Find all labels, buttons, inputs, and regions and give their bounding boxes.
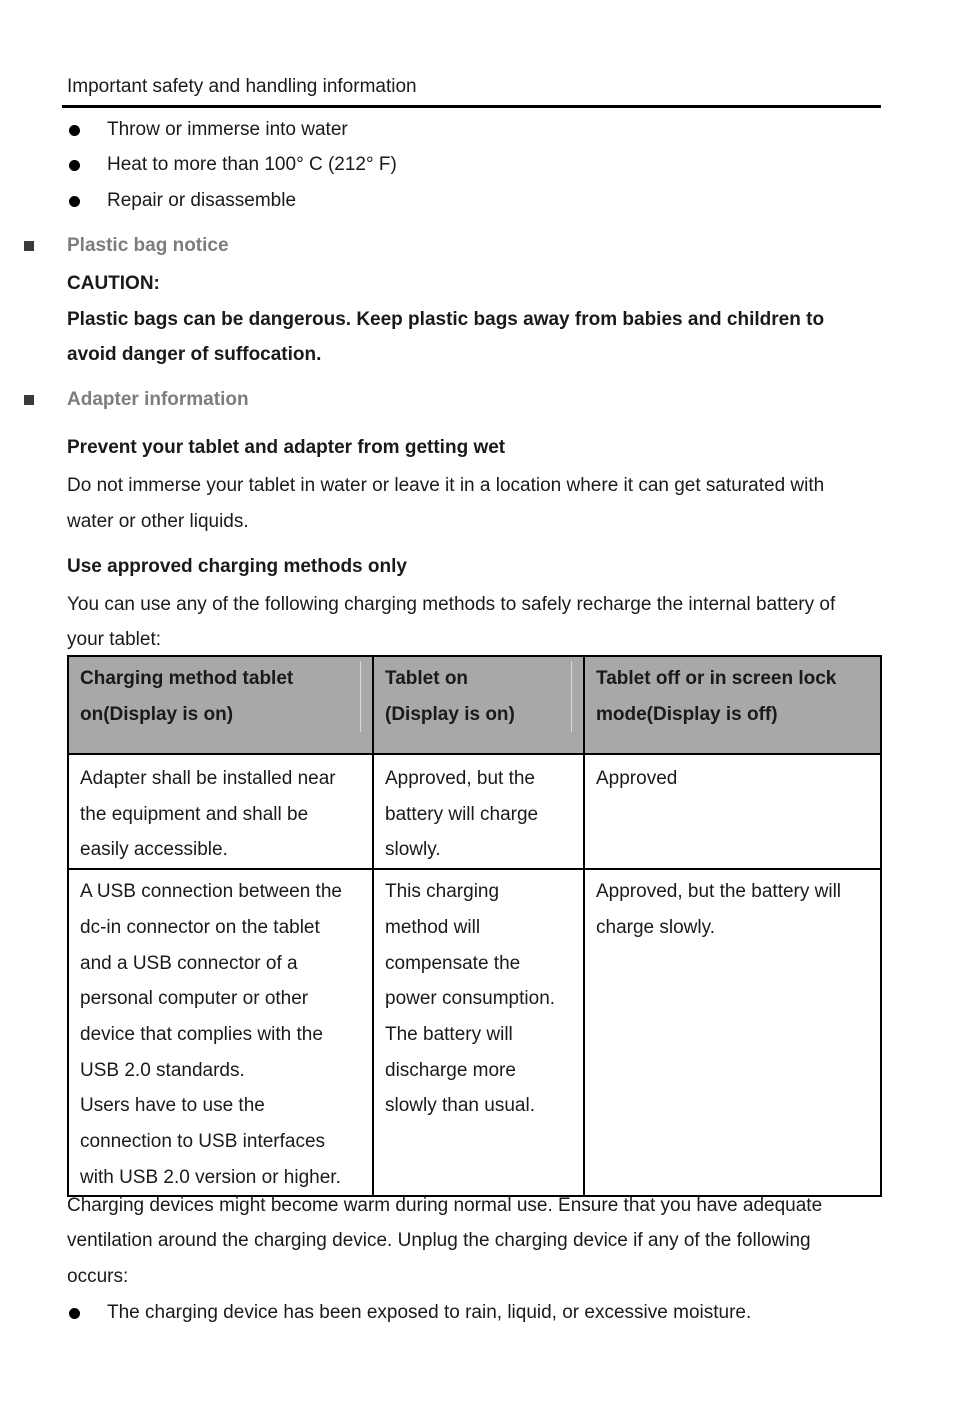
cell-line: method will <box>385 916 481 938</box>
bullet-dot-icon <box>69 196 80 207</box>
paragraph-line: your tablet: <box>67 629 161 650</box>
cell-line: battery will charge <box>385 803 539 825</box>
cell-line: personal computer or other <box>80 988 309 1010</box>
table-cell <box>68 754 373 869</box>
table-header-line: Tablet on <box>385 668 469 689</box>
bullet-dot-icon <box>69 1308 80 1319</box>
plastic-bag-warning-line1: Plastic bags can be dangerous. Keep plastic bags away from babies and children to <box>67 309 825 330</box>
table-header-row <box>68 656 881 754</box>
caution-label: CAUTION: <box>67 273 160 294</box>
cell-line: and a USB connector of a <box>80 952 298 974</box>
cell-line: connection to USB interfaces <box>80 1131 326 1153</box>
bullet-item: Throw or immerse into water <box>107 119 348 140</box>
cell-line: Adapter shall be installed near <box>80 768 336 789</box>
section-heading-adapter: Adapter information <box>67 389 249 410</box>
cell-line: slowly. <box>385 839 441 861</box>
subheading-prevent-wet: Prevent your tablet and adapter from getting wet <box>67 437 506 458</box>
table-header-cell <box>68 656 373 754</box>
cell-line: dc-in connector on the tablet <box>80 916 320 938</box>
table-header-line: mode(Display is off) <box>596 703 778 725</box>
paragraph-line: water or other liquids. <box>67 511 249 532</box>
paragraph-line: Charging devices might become warm during normal use. Ensure that you have adequate <box>67 1195 823 1216</box>
bullet-item: The charging device has been exposed to rain, liquid, or excessive moisture. <box>107 1302 752 1323</box>
section-heading-plastic-bag: Plastic bag notice <box>67 235 229 256</box>
charging-methods-table <box>67 655 882 1197</box>
cell-line: This charging <box>385 881 500 903</box>
table-header-line: Charging method tablet <box>80 668 294 689</box>
paragraph-line: You can use any of the following charging methods to safely recharge the internal battery of <box>67 594 836 615</box>
bullet-item: Heat to more than 100° C (212° F) <box>107 154 397 175</box>
cell-line: USB 2.0 standards. <box>80 1059 245 1081</box>
table-cell <box>373 869 584 1196</box>
table-cell <box>68 869 373 1196</box>
bullet-dot-icon <box>69 125 80 136</box>
cell-line: The battery will <box>385 1023 513 1045</box>
cell-line: Approved, but the battery will <box>596 881 842 903</box>
table-row <box>68 754 881 869</box>
cell-line: A USB connection between the <box>80 881 342 903</box>
table-cell <box>584 869 881 1196</box>
cell-line: device that complies with the <box>80 1023 323 1045</box>
plastic-bag-warning-line2: avoid danger of suffocation. <box>67 344 322 365</box>
cell-line: power consumption. <box>385 988 556 1010</box>
table-header-line: Tablet off or in screen lock <box>596 668 837 689</box>
table-header-cell <box>373 656 584 754</box>
cell-line: compensate the <box>385 952 521 974</box>
table-header-line: on(Display is on) <box>80 703 234 725</box>
cell-line: slowly than usual. <box>385 1095 535 1117</box>
header-divider <box>62 105 881 108</box>
cell-line: discharge more <box>385 1059 516 1081</box>
table-header-line: (Display is on) <box>385 703 515 725</box>
paragraph-line: ventilation around the charging device. Unplug the charging device if any of the following <box>67 1230 811 1251</box>
cell-line: with USB 2.0 version or higher. <box>80 1166 341 1188</box>
table-row <box>68 869 881 1196</box>
cell-line: Approved <box>596 768 678 789</box>
cell-line: easily accessible. <box>80 839 228 861</box>
square-bullet-icon <box>24 241 34 251</box>
table-cell <box>584 754 881 869</box>
subheading-charging-methods: Use approved charging methods only <box>67 556 407 577</box>
bullet-item: Repair or disassemble <box>107 190 297 211</box>
page-header-title: Important safety and handling information <box>67 76 417 97</box>
cell-line: Users have to use the <box>80 1095 265 1117</box>
square-bullet-icon <box>24 395 34 405</box>
cell-line: Approved, but the <box>385 768 535 789</box>
table-header-cell <box>584 656 881 754</box>
paragraph-line: occurs: <box>67 1266 129 1287</box>
paragraph-line: Do not immerse your tablet in water or leave it in a location where it can get saturated with <box>67 475 825 496</box>
cell-line: charge slowly. <box>596 916 715 938</box>
cell-line: the equipment and shall be <box>80 803 309 825</box>
table-cell <box>373 754 584 869</box>
bullet-dot-icon <box>69 160 80 171</box>
